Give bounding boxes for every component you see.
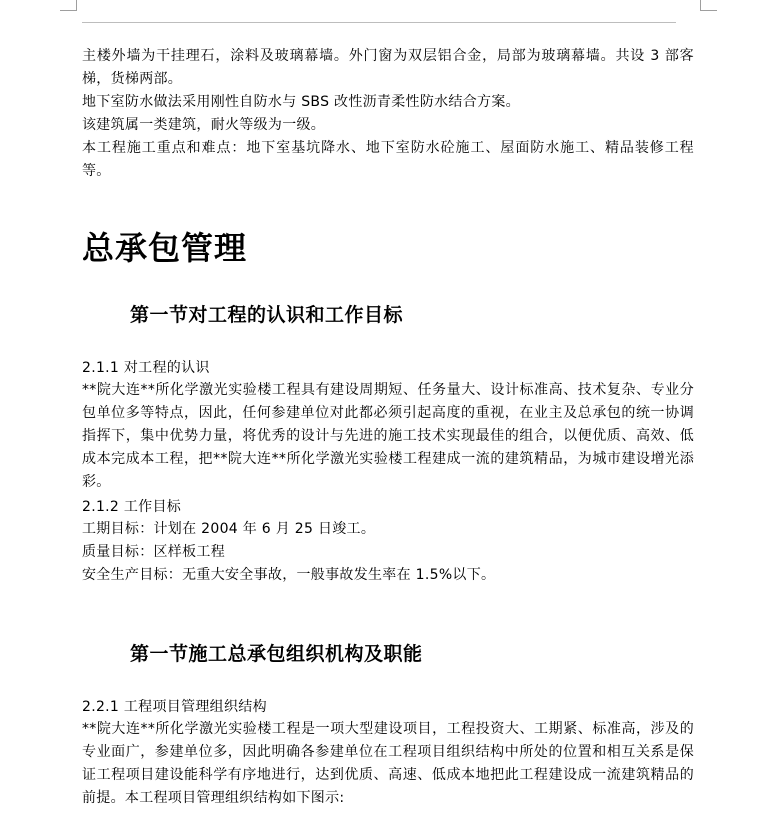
crop-mark-right (700, 0, 717, 11)
quality-goal: 质量目标：区样板工程 (82, 544, 225, 560)
subsection-heading-goals: 2.1.2 工作目标 (82, 499, 182, 515)
subsection-heading-structure: 2.2.1 工程项目管理组织结构 (82, 699, 267, 715)
subsection-heading-understanding: 2.1.1 对工程的认识 (82, 360, 210, 376)
understanding-paragraph: **院大连**所化学激光实验楼工程具有建设周期短、任务量大、设计标准高、技术复杂、专业分包单位多等特点，因此，任何参建单位对此都必须引起高度的重视，在业主及总承包的统一协调指挥下，集中优势力量，将优秀的设计与先进的施工技术实现最佳的组合，以便优质、高效、低成本完成本工程，把**院大连**所化学激光实验楼工程建成一流的建筑精品，为城市建设增光添彩。 (82, 382, 694, 490)
structure-paragraph: **院大连**所化学激光实验楼工程是一项大型建设项目，工程投资大、工期紧、标准高，涉及的专业面广，参建单位多，因此明确各参建单位在工程项目组织结构中所处的位置和相互关系是保证工程项目建设能科学有序地进行，达到优质、高速、低成本地把此工程建设成一流建筑精品的前提。本工程项目管理组织结构如下图示: (82, 721, 694, 806)
intro-paragraph-key-difficulties: 本工程施工重点和难点：地下室基坑降水、地下室防水砼施工、屋面防水施工、精品装修工程等。 (82, 140, 694, 179)
intro-paragraph-waterproofing: 地下室防水做法采用刚性自防水与 SBS 改性沥青柔性防水结合方案。 (82, 94, 520, 110)
chapter-title: 总承包管理 (82, 229, 248, 267)
intro-paragraph-facade: 主楼外墙为干挂理石，涂料及玻璃幕墙。外门窗为双层铝合金，局部为玻璃幕墙。共设 3 部客梯，货梯两部。 (82, 48, 694, 87)
section-title-goals: 第一节对工程的认识和工作目标 (130, 304, 404, 326)
safety-goal: 安全生产目标：无重大安全事故，一般事故发生率在 1.5%以下。 (82, 567, 496, 583)
crop-mark-left (60, 0, 77, 11)
section-title-organization: 第一节施工总承包组织机构及职能 (130, 643, 423, 665)
page-top-border (82, 22, 676, 23)
intro-paragraph-fire-rating: 该建筑属一类建筑，耐火等级为一级。 (82, 117, 326, 133)
schedule-goal: 工期目标：计划在 2004 年 6 月 25 日竣工。 (82, 521, 376, 537)
